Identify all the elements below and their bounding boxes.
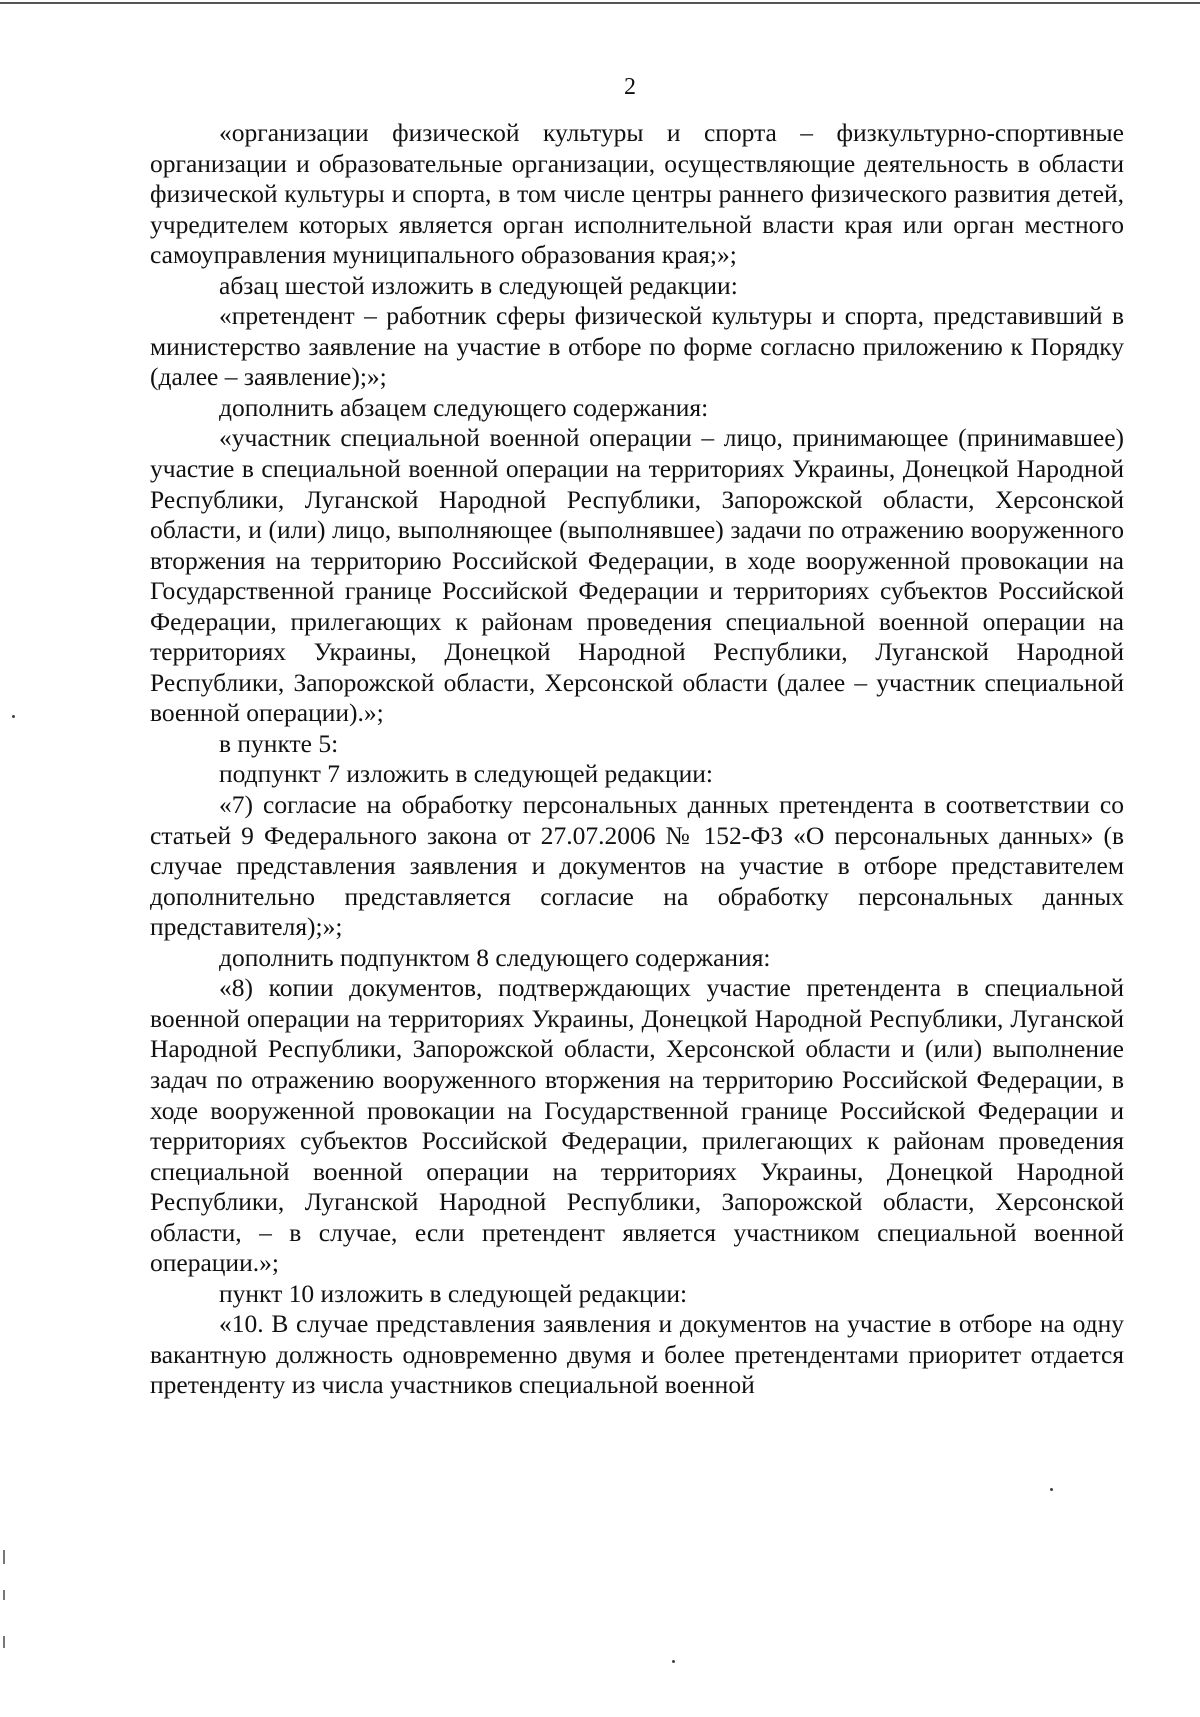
scan-margin-mark [3,1636,5,1648]
top-border-line [0,2,1200,4]
paragraph-definition-organizations: «организации физической культуры и спорта – физкультурно-спортивные организации и образовательные организации, осуществляющие деятельность в области физической культуры и спорта, в том числе центры раннего физического развития детей, учредителем которых является орган исполнительной власти края или орган местного самоуправления муниципального образования края;»; [150,118,1124,270]
paragraph-subpoint-7-text: «7) согласие на обработку персональных данных претендента в соответствии со статьей 9 Федерального закона от 27.07.2006 № 152-ФЗ «О персональных данных» (в случае представления заявления и документов на участие в отборе представителем дополнительно представляется согласие на обработку персональных данных представителя);»; [150,790,1124,942]
scan-margin-mark [3,1590,5,1600]
page-number: 2 [624,74,636,100]
paragraph-point-10-text: «10. В случае представления заявления и документов на участие в отборе на одну вакантную должность одновременно двумя и более претендентами приоритет отдается претенденту из числа участников специальной военной [150,1309,1124,1400]
paragraph-instruction-subpoint-8: дополнить подпунктом 8 следующего содержания: [219,942,771,972]
scan-margin-mark [3,1550,5,1564]
paragraph-instruction-add-abzac: дополнить абзацем следующего содержания: [219,392,709,422]
paragraph-instruction-subpoint-7: подпункт 7 изложить в следующей редакции: [219,759,713,789]
document-body [150,118,1124,1401]
paragraph-instruction-point-10: пункт 10 изложить в следующей редакции: [219,1278,688,1308]
paragraph-subpoint-8-text: «8) копии документов, подтверждающих участие претендента в специальной военной операции на территориях Украины, Донецкой Народной Республики, Луганской Народной Республики, Запорожской области, Херсонской области и (или) выполнение задач по отражению вооруженного вторжения на территорию Российской Федерации, в ходе вооруженной провокации на Государственной границе Российской Федерации и территориях субъектов Российской Федерации, прилегающих к районам проведения специальной военной операции на территориях Украины, Донецкой Народной Республики, Луганской Народной Республики, Запорожской области, Херсонской области, – в случае, если претендент является участником специальной военной операции.»; [150,973,1124,1278]
scan-speck [1050,1488,1053,1491]
paragraph-definition-svo-participant: «участник специальной военной операции – лицо, принимающее (принимавшее) участие в специальной военной операции на территориях Украины, Донецкой Народной Республики, Луганской Народной Республики, Запорожской области, Херсонской области, и (или) лицо, выполняющее (выполнявшее) задачи по отражению вооруженного вторжения на территорию Российской Федерации, в ходе вооруженной провокации на Государственной границе Российской Федерации и территориях субъектов Российской Федерации, прилегающих к районам проведения специальной военной операции на территориях Украины, Донецкой Народной Республики, Луганской Народной Республики, Запорожской области, Херсонской области (далее – участник специальной военной операции).»; [150,423,1124,728]
scan-speck [672,1660,675,1663]
scan-speck [12,715,15,718]
paragraph-instruction-sixth-abzac: абзац шестой изложить в следующей редакции: [219,270,738,300]
paragraph-definition-applicant: «претендент – работник сферы физической культуры и спорта, представивший в министерство заявление на участие в отборе по форме согласно приложению к Порядку (далее – заявление);»; [150,301,1124,392]
paragraph-instruction-point-5: в пункте 5: [219,728,339,758]
